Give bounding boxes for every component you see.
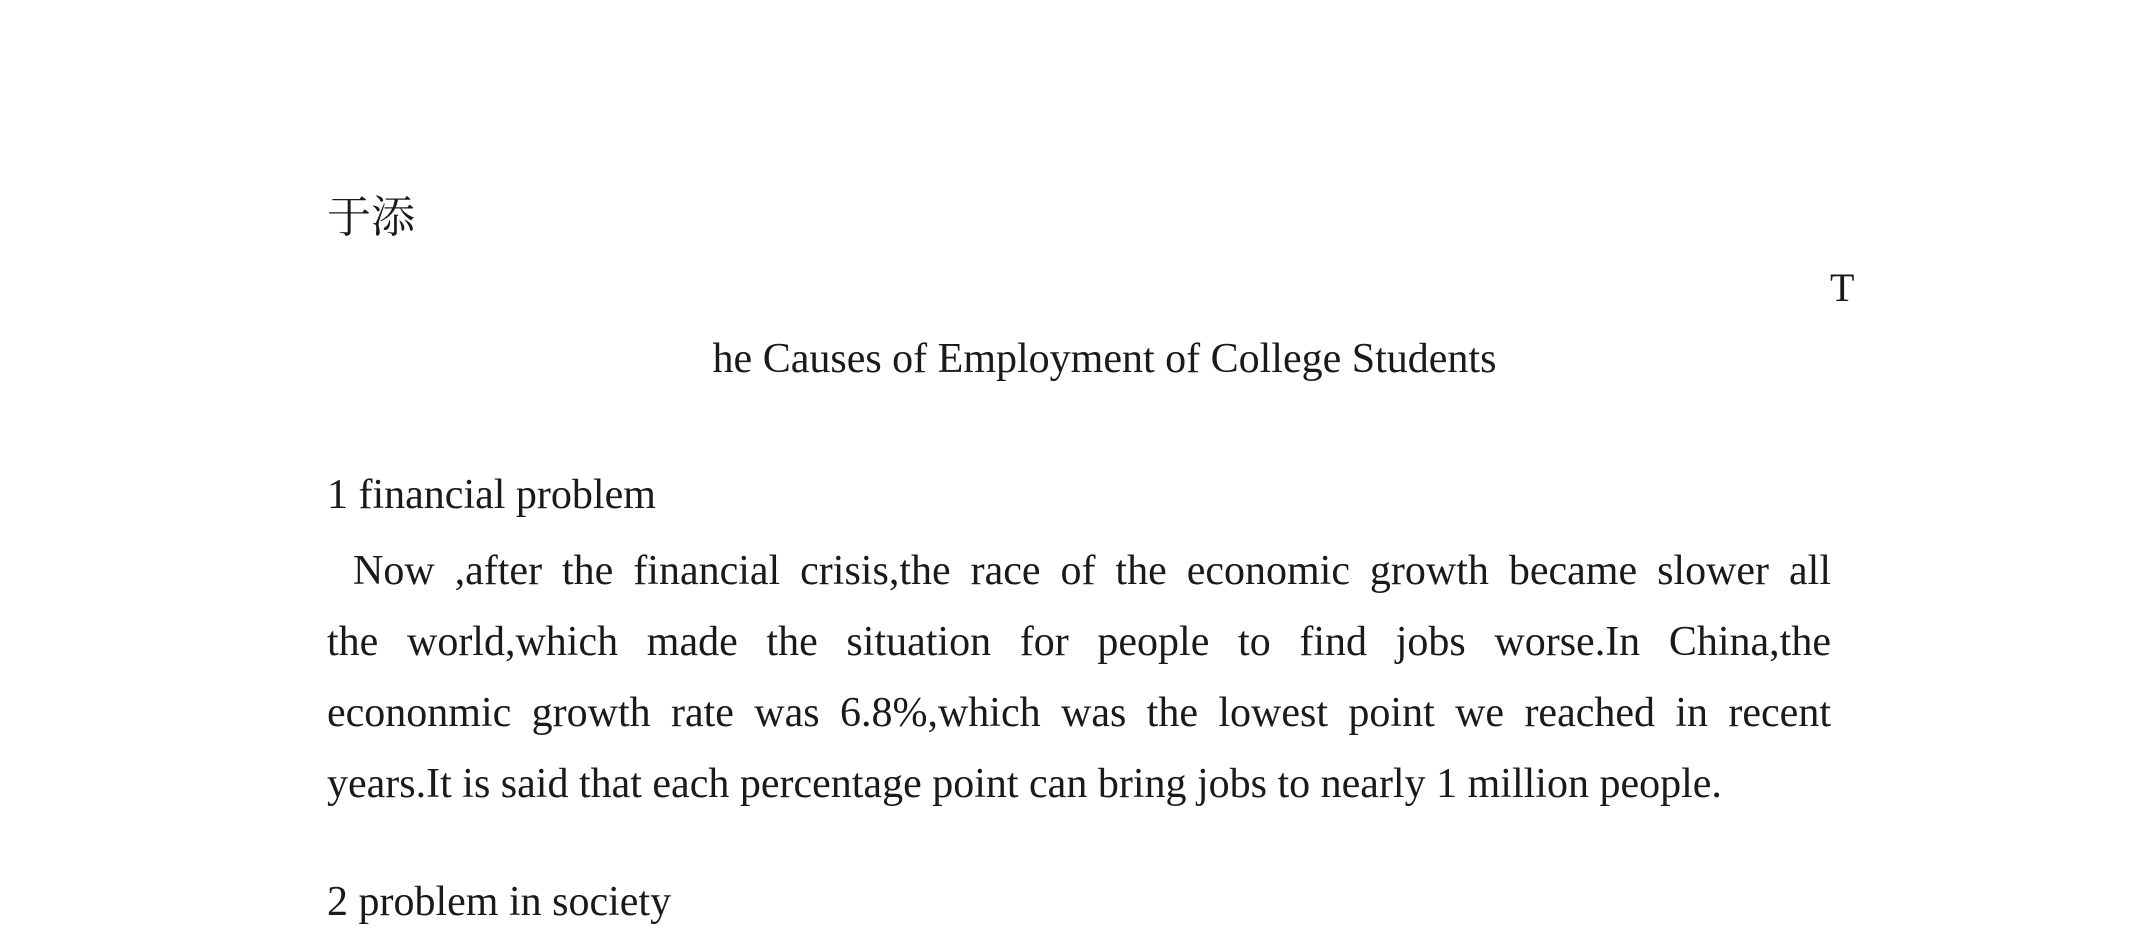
paragraph-line: the world,which made the situation for people to find jobs worse.In China,the <box>327 619 1831 665</box>
section-heading-2: 2 problem in society <box>327 879 672 925</box>
document-title: he Causes of Employment of College Students <box>712 336 1497 382</box>
author-name: 于添 <box>327 192 415 243</box>
paragraph-line: years.It is said that each percentage point can bring jobs to nearly 1 million people. <box>327 761 1722 807</box>
paragraph-line: Now ,after the financial crisis,the race of the economic growth became slower all <box>353 548 1831 594</box>
paragraph-line: econonmic growth rate was 6.8%,which was the lowest point we reached in recent <box>327 690 1831 736</box>
section-paragraph-1 <box>327 536 1831 820</box>
section-heading-1: 1 financial problem <box>327 472 656 518</box>
title-initial: T <box>1830 265 1855 310</box>
